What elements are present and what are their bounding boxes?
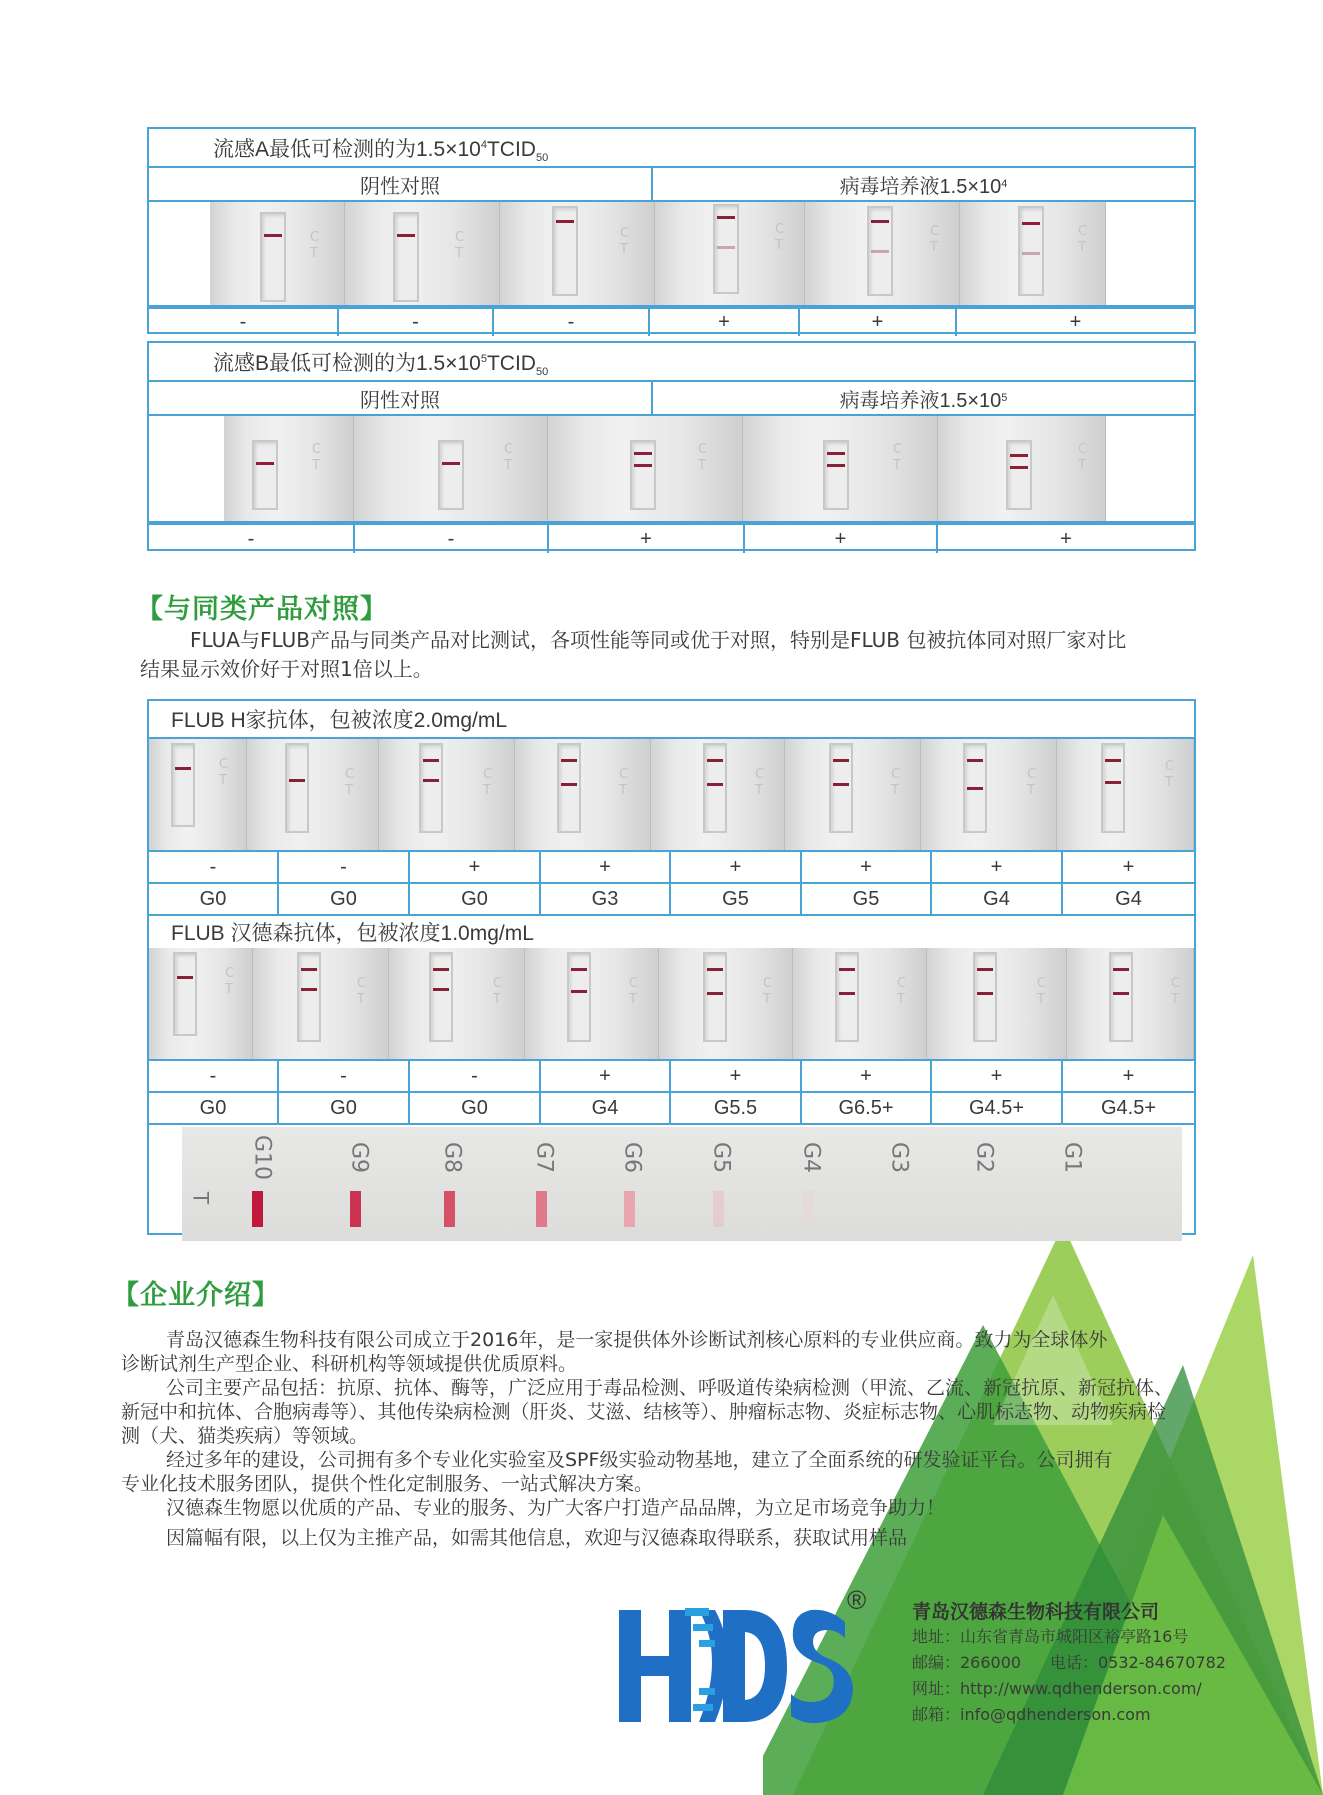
- test-strip: C T: [354, 416, 548, 521]
- h-title-row: [149, 701, 1194, 739]
- result-cell: +: [802, 852, 932, 882]
- ladder-label: G1: [1059, 1141, 1085, 1174]
- test-strip: C T: [659, 948, 793, 1059]
- hds-photo-row: [149, 948, 1194, 1061]
- intro-line: 诊断试剂生产型企业、科研机构等领域提供优质原料。: [121, 1353, 578, 1375]
- result-cell: +: [1069, 311, 1082, 333]
- grade-cell: G0: [279, 884, 410, 914]
- flua-strip-photos: [210, 202, 1106, 305]
- test-strip: C T: [224, 416, 354, 521]
- grade-cell: G0: [149, 1093, 279, 1123]
- ladder-t-label: T: [188, 1191, 214, 1205]
- ladder-band: [350, 1191, 361, 1227]
- hds-logo-mark: [615, 1598, 855, 1728]
- grade-cell: G4.5+: [1100, 1096, 1157, 1119]
- test-strip: C T: [921, 739, 1057, 850]
- contact-postcode: 邮编：266000: [912, 1653, 1022, 1672]
- test-strip: C T: [389, 948, 525, 1059]
- result-cell: -: [410, 1061, 541, 1091]
- result-cell: -: [339, 309, 494, 336]
- intro-line: 因篇幅有限，以上仅为主推产品，如需其他信息，欢迎与汉德森取得联系，获取试用样品: [166, 1527, 908, 1549]
- grade-color-card: [182, 1127, 1182, 1241]
- test-strip: C T: [960, 202, 1106, 305]
- test-strip: C T: [1057, 739, 1194, 850]
- ladder-label: G4: [798, 1141, 824, 1174]
- grade-cell: G4: [932, 884, 1063, 914]
- company-intro: [121, 1328, 1231, 1550]
- ladder-band: [252, 1191, 263, 1227]
- flub-table: [147, 341, 1196, 551]
- test-strip: C T: [500, 202, 655, 305]
- result-cell: -: [149, 852, 279, 882]
- test-strip: C T: [149, 948, 253, 1059]
- result-cell: -: [149, 1061, 279, 1091]
- grade-cell: G0: [149, 884, 279, 914]
- h-strip-photos: [149, 739, 1194, 850]
- result-cell: +: [932, 1061, 1063, 1091]
- result-cell: +: [932, 852, 1063, 882]
- hds-logo: [615, 1598, 855, 1728]
- flua-table: [147, 127, 1196, 334]
- test-strip: C T: [247, 739, 379, 850]
- grade-cell: G0: [279, 1093, 410, 1123]
- flub-result-row: [149, 523, 1194, 553]
- flua-negative-header: 阴性对照: [149, 168, 653, 200]
- result-cell: -: [355, 525, 549, 553]
- ladder-band: [536, 1191, 547, 1227]
- test-strip: C T: [253, 948, 389, 1059]
- ladder-label: G7: [531, 1141, 557, 1174]
- h-result-row: [149, 852, 1194, 884]
- test-strip: C T: [793, 948, 927, 1059]
- grade-cell: G5.5: [671, 1093, 802, 1123]
- result-cell: -: [279, 1061, 410, 1091]
- flub-header-row: [149, 382, 1194, 416]
- grade-cell: G6.5+: [802, 1093, 932, 1123]
- flub-negative-header: 阴性对照: [149, 382, 653, 414]
- result-cell: +: [410, 852, 541, 882]
- result-cell: +: [549, 525, 745, 553]
- flua-header-row: [149, 168, 1194, 202]
- test-strip: C T: [805, 202, 960, 305]
- hds-antibody-title: FLUB 汉德森抗体，包被浓度1.0mg/mL: [171, 922, 534, 945]
- result-cell: +: [541, 1061, 671, 1091]
- test-strip: C T: [379, 739, 515, 850]
- ladder-label: G8: [439, 1141, 465, 1174]
- company-name: 青岛汉德森生物科技有限公司: [912, 1601, 1160, 1623]
- result-cell: +: [1122, 855, 1135, 878]
- grade-cell: G4.5+: [932, 1093, 1063, 1123]
- test-strip: C T: [743, 416, 938, 521]
- compare-paragraph: [140, 626, 1220, 684]
- test-strip: C T: [927, 948, 1067, 1059]
- ladder-band: [713, 1191, 724, 1227]
- test-strip: C T: [149, 739, 247, 850]
- contact-address: 地址：山东省青岛市城阳区裕亭路16号: [912, 1627, 1189, 1646]
- test-strip: C T: [515, 739, 651, 850]
- test-strip: C T: [345, 202, 500, 305]
- compare-paragraph-line: 结果显示效价好于对照1倍以上。: [140, 657, 433, 681]
- flua-culture-header: 病毒培养液1.5×10 4: [839, 175, 1008, 198]
- intro-line: 测（犬、猫类疾病）等领域。: [121, 1425, 369, 1447]
- grade-cell: G0: [410, 1093, 541, 1123]
- ladder-label: G10: [249, 1134, 275, 1181]
- grade-cell: G5: [802, 884, 932, 914]
- result-cell: -: [149, 525, 355, 553]
- compare-table: [147, 699, 1196, 1235]
- intro-line: 公司主要产品包括：抗原、抗体、酶等，广泛应用于毒品检测、呼吸道传染病检测（甲流、乙流、新冠抗原、新冠抗体、: [166, 1377, 1174, 1399]
- result-cell: -: [279, 852, 410, 882]
- flub-title-row: [149, 343, 1194, 382]
- intro-line: 新冠中和抗体、合胞病毒等）、其他传染病检测（肝炎、艾滋、结核等）、肿瘤标志物、炎症标志物、心肌标志物、动物疾病检: [121, 1401, 1167, 1423]
- flub-culture-header: 病毒培养液1.5×10 5: [839, 389, 1008, 412]
- contact-website[interactable]: 网址：http://www.qdhenderson.com/: [912, 1679, 1202, 1698]
- test-strip: C T: [785, 739, 921, 850]
- flub-strip-photos: [224, 416, 1106, 521]
- grade-cell: G4: [541, 1093, 671, 1123]
- result-cell: -: [149, 309, 339, 336]
- result-cell: +: [802, 1061, 932, 1091]
- intro-line: 汉德森生物愿以优质的产品、专业的服务、为广大客户打造产品品牌，为立足市场竞争助力！: [166, 1497, 946, 1519]
- ladder-label: G3: [886, 1141, 912, 1174]
- grade-cell: G3: [541, 884, 671, 914]
- result-cell: +: [745, 525, 938, 553]
- result-cell: +: [541, 852, 671, 882]
- compare-section-title: 【与同类产品对照】: [136, 594, 388, 625]
- ladder-label: G6: [619, 1141, 645, 1174]
- hds-title-row: [149, 916, 1194, 948]
- result-cell: +: [671, 852, 802, 882]
- result-cell: -: [494, 309, 650, 336]
- ladder-band: [803, 1191, 814, 1227]
- grade-card-row: [149, 1125, 1194, 1237]
- result-cell: +: [650, 309, 800, 336]
- h-antibody-title: FLUB H家抗体，包被浓度2.0mg/mL: [171, 709, 508, 732]
- ladder-label: G5: [708, 1141, 734, 1174]
- company-section-title: 【企业介绍】: [112, 1280, 280, 1311]
- intro-line: 经过多年的建设，公司拥有多个专业化实验室及SPF级实验动物基地，建立了全面系统的研发验证平台。公司拥有: [166, 1449, 1113, 1471]
- ladder-label: G2: [971, 1141, 997, 1174]
- flub-photo-row: [149, 416, 1194, 523]
- result-cell: +: [1060, 527, 1072, 550]
- ladder-label: G9: [346, 1141, 372, 1174]
- grade-cell: G0: [410, 884, 541, 914]
- test-strip: C T: [525, 948, 659, 1059]
- flub-title: 流感B最低可检测的为$1.5\times 10^5TCID_{50}$: [213, 351, 549, 378]
- test-strip: C T: [651, 739, 785, 850]
- test-strip: C T: [210, 202, 345, 305]
- flua-title: 流感A最低可检测的为$1.5\times 10^4TCID_{50}$: [213, 137, 549, 164]
- flua-photo-row: [149, 202, 1194, 307]
- result-cell: +: [800, 309, 957, 336]
- result-cell: +: [671, 1061, 802, 1091]
- h-grade-row: [149, 884, 1194, 916]
- intro-line: 青岛汉德森生物科技有限公司成立于2016年，是一家提供体外诊断试剂核心原料的专业供应商。致力为全球体外: [166, 1329, 1108, 1351]
- h-photo-row: [149, 739, 1194, 852]
- hds-result-row: [149, 1061, 1194, 1093]
- grade-cell: G5: [671, 884, 802, 914]
- compare-paragraph-line: FLUA与FLUB产品与同类产品对比测试，各项性能等同或优于对照，特别是FLUB 包被抗体同对照厂家对比: [190, 628, 1127, 652]
- test-strip: C T: [548, 416, 743, 521]
- test-strip: C T: [938, 416, 1106, 521]
- intro-line: 专业化技术服务团队，提供个性化定制服务、一站式解决方案。: [121, 1473, 654, 1495]
- grade-cell: G4: [1115, 887, 1142, 910]
- hds-grade-row: [149, 1093, 1194, 1125]
- ladder-band: [444, 1191, 455, 1227]
- test-strip: C T: [1067, 948, 1194, 1059]
- ladder-band: [624, 1191, 635, 1227]
- contact-phone: 电话：0532-84670782: [1050, 1653, 1226, 1672]
- flua-title-row: [149, 129, 1194, 168]
- flua-result-row: [149, 307, 1194, 336]
- hds-strip-photos: [149, 948, 1194, 1059]
- result-cell: +: [1122, 1064, 1135, 1087]
- contact-email[interactable]: 邮箱：info@qdhenderson.com: [912, 1705, 1151, 1724]
- test-strip: C T: [655, 202, 805, 305]
- registered-mark: ®: [847, 1585, 867, 1615]
